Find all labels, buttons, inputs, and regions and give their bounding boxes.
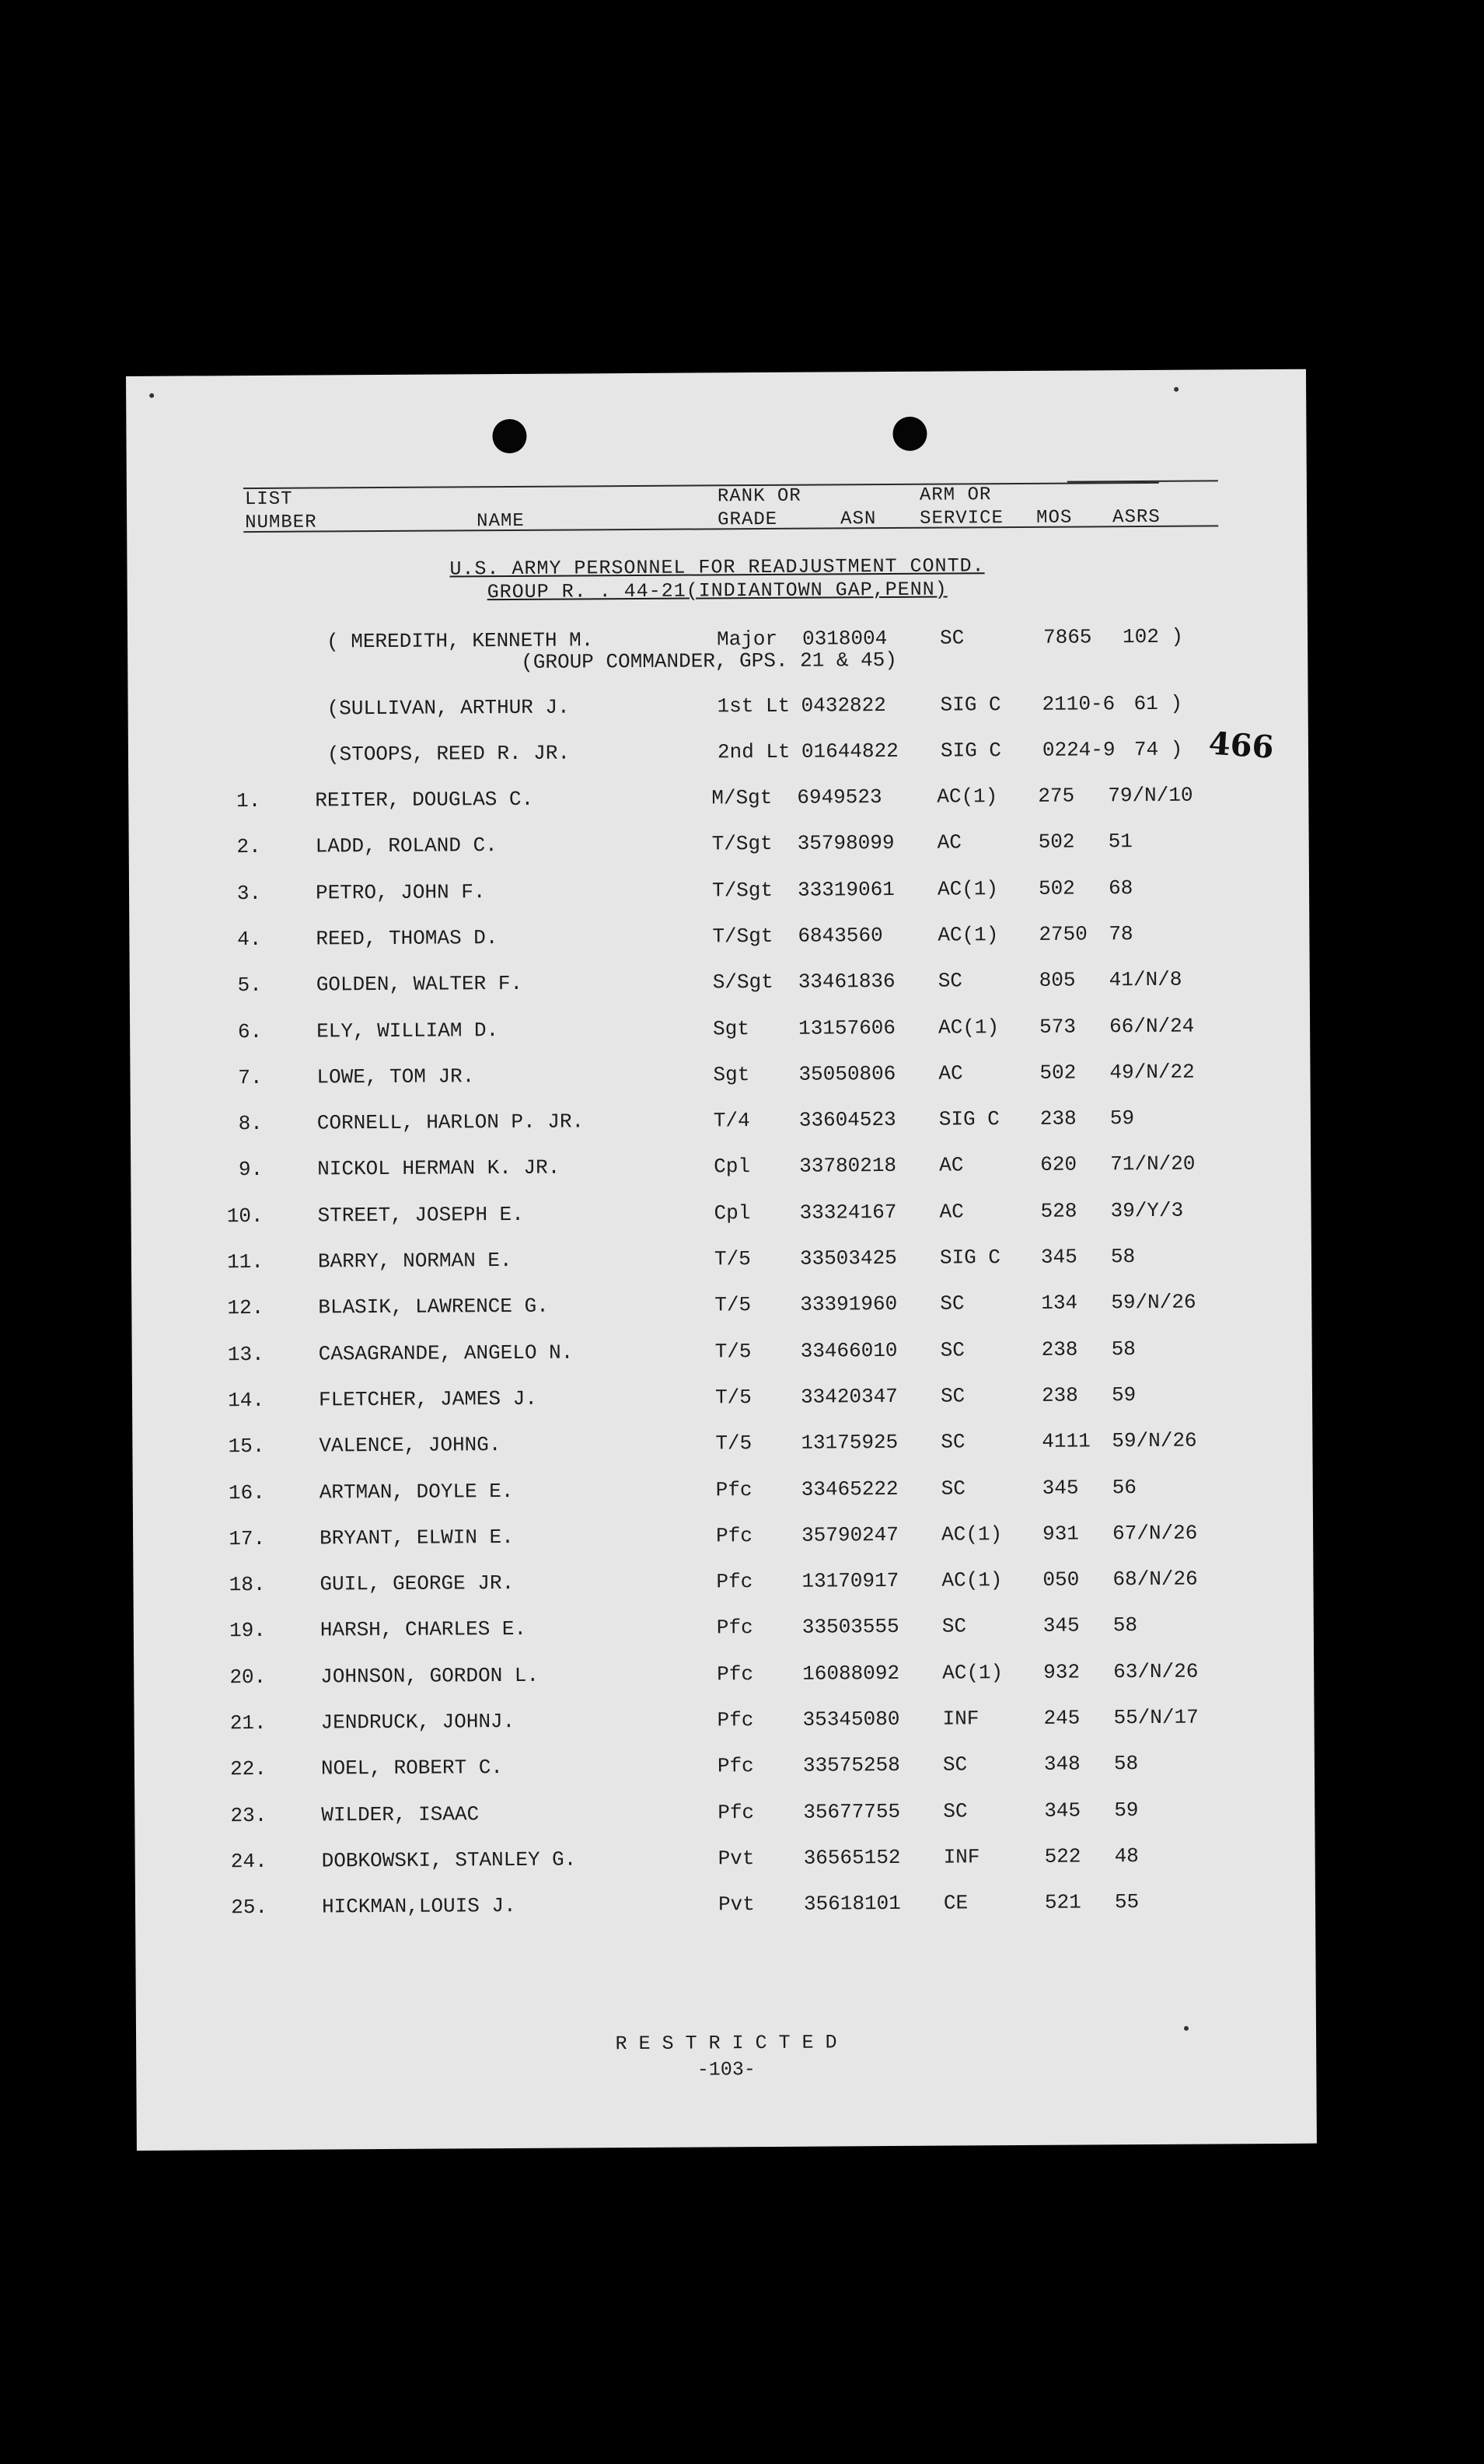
personnel-asn: 33780218: [799, 1153, 897, 1178]
personnel-asn: 33466010: [800, 1338, 898, 1363]
personnel-asrs: 58: [1112, 1613, 1138, 1637]
personnel-grade: Pfc: [717, 1708, 754, 1732]
table-row: [128, 783, 1308, 821]
officer-mos: 2110-6: [1042, 692, 1116, 716]
list-number: 18.: [229, 1572, 266, 1597]
personnel-mos: 528: [1040, 1199, 1077, 1223]
table-row: [133, 1475, 1313, 1513]
personnel-name: GOLDEN, WALTER F.: [316, 971, 523, 997]
personnel-asn: 33319061: [797, 877, 895, 902]
personnel-name: VALENCE, JOHNG.: [319, 1433, 501, 1458]
personnel-name: CASAGRANDE, ANGELO N.: [318, 1340, 574, 1366]
personnel-asn: 13175925: [801, 1430, 899, 1455]
personnel-name: REITER, DOUGLAS C.: [315, 787, 534, 813]
officer-mos: 0224-9: [1042, 738, 1116, 762]
personnel-service: SC: [938, 969, 963, 993]
table-row: [134, 1659, 1314, 1697]
list-number: 7.: [238, 1065, 263, 1090]
personnel-name: PETRO, JOHN F.: [315, 880, 486, 905]
personnel-grade: M/Sgt: [711, 785, 773, 810]
personnel-service: AC: [939, 1200, 964, 1224]
personnel-asrs: 49/N/22: [1109, 1060, 1195, 1085]
personnel-name: BLASIK, LAWRENCE G.: [318, 1294, 549, 1319]
table-row: [133, 1567, 1313, 1605]
personnel-mos: 2750: [1039, 922, 1088, 946]
personnel-grade: T/Sgt: [712, 924, 773, 949]
personnel-mos: 345: [1044, 1798, 1081, 1823]
table-row: [134, 1798, 1315, 1836]
personnel-name: NOEL, ROBERT C.: [320, 1756, 504, 1781]
table-row: [133, 1521, 1313, 1559]
personnel-asn: 6843560: [798, 924, 883, 948]
personnel-asn: 33391960: [800, 1291, 898, 1316]
personnel-grade: Cpl: [714, 1155, 751, 1179]
table-row: [132, 1382, 1312, 1421]
list-number: 19.: [229, 1618, 266, 1643]
personnel-mos: 238: [1041, 1383, 1078, 1407]
list-number: 22.: [230, 1756, 267, 1781]
commander-asrs: 102 ): [1122, 624, 1184, 649]
table-row: [134, 1705, 1314, 1743]
personnel-asrs: 39/Y/3: [1110, 1198, 1184, 1223]
list-number: 1.: [236, 788, 261, 813]
personnel-mos: 345: [1040, 1245, 1077, 1269]
personnel-name: WILDER, ISAAC: [321, 1802, 480, 1827]
personnel-mos: 050: [1042, 1568, 1080, 1592]
personnel-service: AC(1): [937, 877, 999, 901]
list-number: 4.: [237, 927, 262, 952]
table-row: [135, 1889, 1315, 1928]
list-number: 8.: [238, 1111, 263, 1136]
personnel-grade: T/Sgt: [711, 831, 773, 856]
personnel-service: SC: [941, 1614, 967, 1638]
personnel-service: AC: [937, 830, 962, 855]
table-row: [130, 1060, 1310, 1098]
personnel-asrs: 51: [1108, 830, 1133, 854]
speck: [1174, 387, 1178, 392]
personnel-asrs: 48: [1114, 1844, 1139, 1868]
document-subtitle: GROUP R. . 44-21(INDIANTOWN GAP,PENN): [487, 578, 948, 604]
list-number: 17.: [229, 1526, 266, 1551]
list-number: 5.: [237, 973, 262, 998]
personnel-grade: T/5: [715, 1431, 752, 1456]
document-title: U.S. ARMY PERSONNEL FOR READJUSTMENT CONTD.: [449, 554, 985, 581]
personnel-asrs: 59: [1111, 1383, 1137, 1407]
personnel-mos: 502: [1038, 830, 1075, 854]
personnel-service: AC: [939, 1153, 964, 1177]
personnel-name: STREET, JOSEPH E.: [317, 1202, 524, 1228]
personnel-service: AC(1): [937, 785, 998, 809]
col-header-asrs: ASRS: [1112, 506, 1161, 529]
officer-service: SIG C: [940, 693, 1001, 717]
personnel-service: INF: [943, 1845, 980, 1869]
officer-row: [128, 737, 1308, 775]
personnel-grade: Pfc: [718, 1801, 755, 1825]
list-number: 15.: [228, 1434, 265, 1459]
personnel-asrs: 66/N/24: [1109, 1014, 1195, 1039]
col-header-service: ARM OR SERVICE: [919, 484, 1004, 529]
commander-note: (GROUP COMMANDER, GPS. 21 & 45): [521, 648, 898, 674]
col-header-list: LIST NUMBER: [244, 488, 317, 534]
personnel-name: JENDRUCK, JOHNJ.: [320, 1709, 515, 1735]
personnel-asn: 33465222: [801, 1477, 899, 1501]
list-number: 21.: [229, 1711, 267, 1735]
personnel-asn: 35798099: [797, 830, 895, 855]
personnel-grade: Sgt: [713, 1063, 750, 1087]
list-number: 23.: [230, 1803, 267, 1828]
personnel-asn: 6949523: [797, 785, 882, 809]
personnel-mos: 805: [1039, 968, 1076, 992]
personnel-name: ELY, WILLIAM D.: [316, 1019, 499, 1043]
page-number: -103-: [697, 2058, 756, 2081]
personnel-asrs: 41/N/8: [1109, 967, 1182, 992]
document-page: [126, 369, 1317, 2151]
table-row: [130, 1014, 1310, 1052]
personnel-grade: S/Sgt: [712, 970, 773, 994]
personnel-grade: T/4: [713, 1109, 750, 1133]
personnel-asrs: 55/N/17: [1113, 1705, 1199, 1730]
personnel-asrs: 58: [1110, 1245, 1136, 1269]
personnel-service: CE: [943, 1891, 969, 1915]
personnel-asrs: 58: [1111, 1337, 1136, 1361]
personnel-mos: 4111: [1042, 1429, 1091, 1453]
table-row: [131, 1106, 1311, 1144]
personnel-grade: T/5: [714, 1247, 751, 1271]
personnel-asn: 33604523: [798, 1107, 896, 1132]
personnel-asrs: 55: [1114, 1890, 1140, 1914]
personnel-grade: T/5: [714, 1340, 752, 1364]
restricted-marking: R E S T R I C T E D: [615, 2031, 837, 2056]
personnel-asrs: 56: [1112, 1476, 1137, 1500]
list-number: 20.: [229, 1665, 267, 1690]
personnel-service: AC(1): [938, 1015, 1000, 1040]
officer-name: (SULLIVAN, ARTHUR J.: [326, 695, 570, 721]
personnel-name: FLETCHER, JAMES J.: [318, 1386, 537, 1412]
personnel-asrs: 68: [1108, 876, 1133, 900]
officer-grade: 2nd Lt: [717, 739, 791, 764]
commander-grade: Major: [716, 627, 778, 652]
personnel-mos: 620: [1040, 1152, 1077, 1176]
personnel-grade: Pvt: [718, 1893, 755, 1917]
personnel-grade: Pfc: [716, 1616, 753, 1640]
col-header-asn: ASN: [840, 509, 877, 530]
list-number: 2.: [236, 834, 261, 859]
personnel-service: SC: [942, 1753, 968, 1777]
officer-row: [128, 691, 1308, 729]
personnel-asrs: 59/N/26: [1111, 1290, 1196, 1315]
personnel-asrs: 78: [1109, 922, 1133, 946]
personnel-asn: 33324167: [799, 1200, 897, 1225]
personnel-asn: 13157606: [798, 1015, 896, 1040]
list-number: 3.: [236, 881, 262, 906]
personnel-name: HARSH, CHARLES E.: [319, 1616, 527, 1642]
personnel-asn: 33420347: [800, 1384, 898, 1409]
table-row: [135, 1844, 1315, 1882]
personnel-mos: 502: [1038, 876, 1075, 900]
table-row: [134, 1613, 1314, 1651]
personnel-grade: Sgt: [713, 1017, 750, 1041]
personnel-mos: 275: [1038, 784, 1075, 808]
table-row: [130, 967, 1310, 1005]
officer-service: SIG C: [940, 739, 1002, 763]
table-row: [132, 1428, 1312, 1466]
officer-asn: 01644822: [801, 739, 899, 764]
personnel-service: AC(1): [938, 923, 999, 947]
personnel-asrs: 79/N/10: [1108, 783, 1193, 808]
personnel-asrs: 59/N/26: [1112, 1428, 1197, 1453]
personnel-service: SC: [941, 1477, 966, 1501]
personnel-asn: 35345080: [802, 1707, 900, 1732]
personnel-asn: 35790247: [801, 1522, 899, 1547]
table-row: [131, 1290, 1311, 1328]
col-header-grade: RANK OR GRADE: [717, 485, 801, 531]
personnel-mos: 502: [1039, 1061, 1077, 1085]
list-number: 10.: [226, 1204, 264, 1229]
list-number: 24.: [230, 1849, 267, 1874]
personnel-name: HICKMAN,LOUIS J.: [321, 1893, 516, 1919]
table-row: [131, 1198, 1311, 1236]
personnel-asrs: 71/N/20: [1110, 1152, 1196, 1176]
personnel-mos: 931: [1042, 1522, 1080, 1546]
list-number: 9.: [238, 1157, 264, 1182]
officer-asn: 0432822: [801, 694, 886, 718]
personnel-mos: 521: [1044, 1890, 1081, 1914]
personnel-mos: 345: [1042, 1476, 1079, 1500]
list-number: 25.: [231, 1895, 268, 1920]
commander-mos: 7865: [1042, 625, 1092, 649]
personnel-service: INF: [942, 1707, 979, 1731]
table-row: [129, 921, 1309, 959]
personnel-grade: T/Sgt: [711, 878, 773, 903]
personnel-service: SIG C: [939, 1246, 1001, 1270]
personnel-asrs: 67/N/26: [1112, 1521, 1198, 1546]
personnel-grade: Pfc: [716, 1524, 753, 1548]
personnel-grade: Pfc: [717, 1662, 754, 1686]
personnel-service: SC: [941, 1430, 965, 1454]
personnel-grade: T/5: [714, 1386, 752, 1410]
personnel-mos: 238: [1041, 1337, 1078, 1361]
personnel-service: AC(1): [942, 1661, 1004, 1685]
list-number: 11.: [227, 1249, 264, 1274]
personnel-service: SIG C: [938, 1107, 1000, 1131]
officer-grade: 1st Lt: [717, 694, 791, 718]
col-header-name: NAME: [477, 510, 525, 533]
personnel-name: REED, THOMAS D.: [316, 926, 498, 951]
personnel-asn: 35677755: [803, 1799, 901, 1824]
personnel-asn: 35618101: [803, 1891, 901, 1916]
personnel-name: JOHNSON, GORDON L.: [320, 1663, 539, 1689]
list-number: 16.: [228, 1480, 265, 1505]
personnel-asn: 33575258: [802, 1753, 900, 1777]
personnel-asn: 33503555: [801, 1614, 899, 1639]
personnel-name: ARTMAN, DOYLE E.: [319, 1479, 514, 1505]
personnel-mos: 522: [1044, 1844, 1081, 1868]
table-row: [129, 876, 1309, 914]
personnel-grade: Pfc: [717, 1754, 754, 1778]
personnel-mos: 573: [1039, 1015, 1077, 1039]
personnel-asn: 13170917: [801, 1568, 899, 1593]
personnel-mos: 134: [1041, 1291, 1078, 1315]
punch-hole: [892, 417, 927, 451]
commander-name: ( MEREDITH, KENNETH M.: [326, 628, 594, 654]
personnel-name: GUIL, GEORGE JR.: [319, 1571, 515, 1596]
personnel-grade: Pvt: [718, 1847, 755, 1871]
personnel-mos: 348: [1043, 1752, 1081, 1776]
personnel-service: SC: [940, 1338, 965, 1362]
personnel-mos: 932: [1043, 1660, 1081, 1684]
personnel-mos: 238: [1039, 1106, 1077, 1131]
punch-hole: [492, 419, 526, 453]
speck: [149, 393, 154, 398]
officer-name: (STOOPS, REED R. JR.: [326, 741, 571, 767]
personnel-asrs: 58: [1113, 1752, 1139, 1776]
personnel-service: AC(1): [941, 1568, 1003, 1592]
personnel-grade: Pfc: [716, 1570, 753, 1594]
personnel-asrs: 59: [1109, 1106, 1135, 1131]
personnel-name: LOWE, TOM JR.: [316, 1064, 475, 1089]
personnel-asrs: 63/N/26: [1113, 1659, 1199, 1684]
table-row: [129, 829, 1309, 867]
list-number: 6.: [237, 1019, 263, 1044]
personnel-asrs: 68/N/26: [1112, 1567, 1198, 1592]
personnel-asrs: 59: [1114, 1798, 1139, 1823]
col-header-mos: MOS: [1036, 507, 1073, 529]
officer-asrs: 74 ): [1133, 737, 1183, 762]
list-number: 12.: [227, 1295, 264, 1320]
table-row: [131, 1244, 1311, 1282]
personnel-name: LADD, ROLAND C.: [315, 834, 498, 858]
personnel-name: BRYANT, ELWIN E.: [319, 1525, 514, 1550]
table-row: [134, 1751, 1315, 1789]
commander-note-row: [127, 646, 1308, 684]
commander-asn: 0318004: [801, 627, 888, 651]
personnel-name: BARRY, NORMAN E.: [317, 1248, 512, 1274]
personnel-asn: 36565152: [803, 1845, 901, 1870]
list-number: 13.: [227, 1342, 264, 1367]
personnel-asn: 33503425: [799, 1246, 897, 1270]
table-row: [132, 1337, 1312, 1375]
personnel-service: AC(1): [941, 1522, 1003, 1547]
personnel-service: SC: [943, 1799, 968, 1823]
personnel-asn: 33461836: [798, 969, 896, 994]
personnel-mos: 345: [1042, 1613, 1080, 1637]
personnel-mos: 245: [1043, 1706, 1081, 1730]
commander-service: SC: [939, 626, 965, 650]
handwritten-page-number: 466: [1207, 725, 1275, 766]
personnel-service: SC: [940, 1291, 965, 1316]
officer-asrs: 61 ): [1133, 691, 1183, 716]
personnel-name: NICKOL HERMAN K. JR.: [317, 1155, 560, 1181]
personnel-grade: T/5: [714, 1293, 752, 1317]
header-top-rule: [243, 482, 1159, 489]
personnel-grade: Pfc: [715, 1478, 752, 1502]
table-row: [131, 1152, 1311, 1190]
personnel-asn: 16088092: [802, 1661, 900, 1686]
personnel-name: CORNELL, HARLON P. JR.: [316, 1110, 585, 1135]
list-number: 14.: [228, 1388, 265, 1413]
personnel-grade: Cpl: [714, 1201, 751, 1225]
personnel-asn: 35050806: [798, 1061, 896, 1086]
personnel-service: AC: [938, 1061, 963, 1085]
personnel-service: SC: [940, 1384, 965, 1408]
personnel-name: DOBKOWSKI, STANLEY G.: [321, 1847, 577, 1873]
